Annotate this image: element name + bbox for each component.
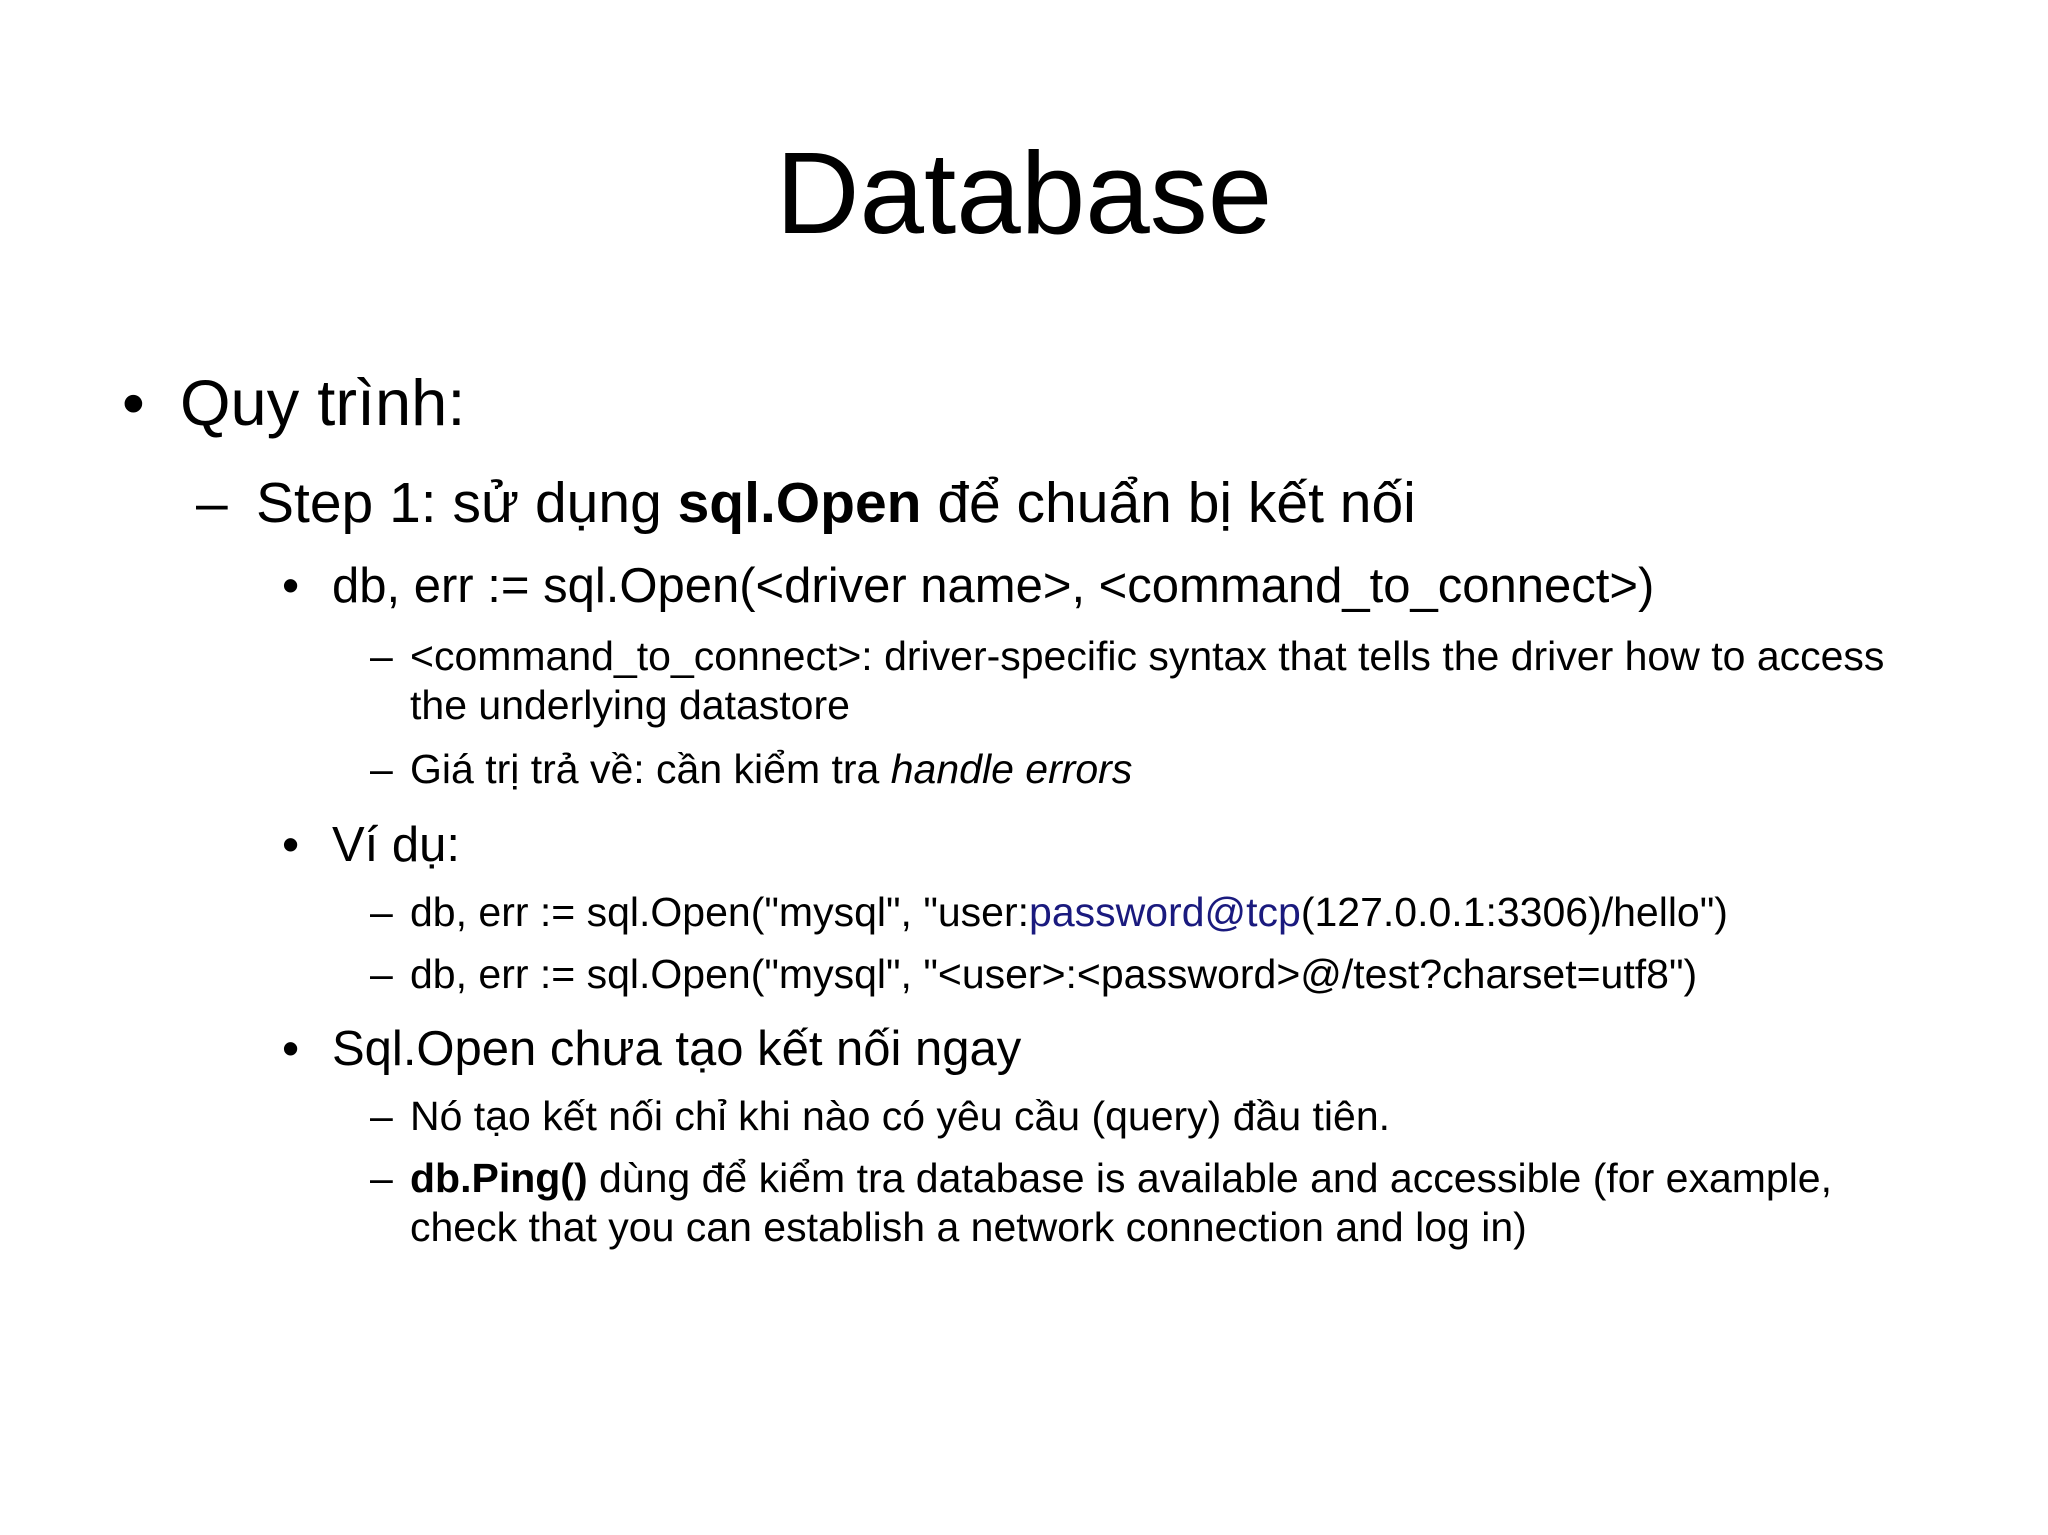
step-1-suffix: để chuẩn bị kết nối [921, 471, 1416, 535]
example-1-prefix: db, err := sql.Open("mysql", "user: [410, 889, 1030, 935]
bullet-marker: • [282, 818, 300, 872]
db-ping-bold: db.Ping() [410, 1155, 588, 1201]
note-first-query: Nó tạo kết nối chỉ khi nào có yêu cầu (query) đầu tiên. [410, 1093, 1391, 1139]
bullet-marker: • [122, 366, 145, 439]
password-tcp-link[interactable]: password@tcp [1029, 889, 1301, 935]
step-1-prefix: Step 1: sử dụng [256, 471, 678, 535]
dash-marker: – [370, 1093, 393, 1139]
example-1-suffix: (127.0.0.1:3306)/hello") [1300, 889, 1728, 935]
dash-marker: – [370, 633, 393, 679]
dash-marker: – [370, 951, 393, 997]
dash-marker: – [196, 471, 228, 535]
sql-open-note: Sql.Open chưa tạo kết nối ngay [332, 1022, 1022, 1076]
note-db-ping [410, 1154, 1910, 1252]
db-open-syntax: db, err := sql.Open(<driver name>, <command_to_connect>) [332, 559, 1655, 613]
slide-title: Database [775, 128, 1273, 258]
return-value-prefix: Giá trị trả về: cần kiểm tra [410, 746, 891, 792]
bullet-quy-trinh: Quy trình: [180, 366, 466, 439]
example-2: db, err := sql.Open("mysql", "<user>:<password>@/test?charset=utf8") [410, 951, 1698, 997]
command-to-connect-desc: <command_to_connect>: driver-specific syntax that tells the driver how to access the underlying datastore [410, 633, 1885, 728]
dash-marker: – [370, 746, 393, 792]
dash-marker: – [370, 1155, 393, 1201]
db-ping-desc: dùng để kiểm tra database is available and accessible (for example, check that you can establish a network connection and log in) [410, 1155, 1832, 1250]
step-1-sql-open: sql.Open [677, 471, 922, 535]
bullet-marker: • [282, 559, 300, 613]
handle-errors-text: handle errors [890, 746, 1133, 792]
dash-marker: – [370, 889, 393, 935]
vi-du-item: Ví dụ: [332, 818, 461, 872]
bullet-marker: • [282, 1022, 300, 1076]
step-1-item [256, 470, 1416, 536]
return-value-item [410, 745, 1132, 794]
example-1 [410, 888, 1728, 937]
